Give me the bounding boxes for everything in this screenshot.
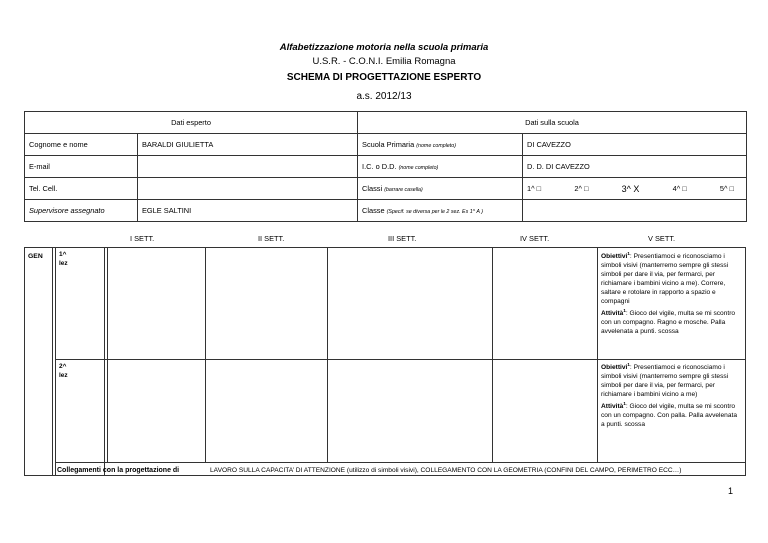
institute-label: I.C. o D.D. (nome completo)	[358, 156, 523, 178]
week-5-header: V SETT.	[648, 234, 676, 243]
classes-label: Classi (barrare casella)	[358, 178, 523, 200]
institute-value: D. D. DI CAVEZZO	[523, 156, 747, 178]
phone-label: Tel. Cell.	[25, 178, 138, 200]
phone-value	[138, 178, 358, 200]
links-label: Collegamenti con la progettazione di	[57, 467, 180, 474]
name-label: Cognome e nome	[25, 134, 138, 156]
school-label: Scuola Primaria (nome completo)	[358, 134, 523, 156]
supervisor-value: EGLE SALTINI	[138, 200, 358, 222]
class-label: Classe (Specif. se diversa per le 2 sez. Es 1^ A )	[358, 200, 523, 222]
lesson-2-content: Obiettivi$^1$: Presentiamoci e riconosciamo i simboli visivi (manterremo sempre gli stessi simboli per dare il via, per fermarci, per richiamare i bambini vicino a me) Attività$^1$: Gioco del vigile, multa se mi scontro con un compagno. Con palla. Palla avvelenata a punti. scossa	[601, 362, 737, 428]
lesson-1-content: Obiettivi$^1$: Presentiamoci e riconosciamo i simboli visivi (manterremo sempre gli stessi simboli per dare il via, per fermarci, per richiamare i bambini vicino a me). Correre, saltare e rotolare in rapporto a spazio e compagni Attività$^1$: Gioco del vigile, multa se mi scontro con un compagno. Ragno e mosche. Palla avvelenata a punti. scossa	[601, 251, 736, 335]
week-1-header: I SETT.	[130, 234, 155, 243]
page-number: 1	[728, 486, 734, 496]
lesson-2-label: 2^ lez	[59, 363, 68, 379]
school-data-header: Dati sulla scuola	[358, 112, 747, 134]
week-4-header: IV SETT.	[520, 234, 550, 243]
doc-title-line2: U.S.R. - C.O.N.I. Emilia Romagna	[312, 56, 456, 67]
class-3-checkbox: 3^ X	[621, 183, 640, 194]
week-2-header: II SETT.	[258, 234, 285, 243]
expert-data-header: Dati esperto	[25, 112, 358, 134]
links-text: LAVORO SULLA CAPACITA’ DI ATTENZIONE (utilizzo di simboli visivi), COLLEGAMENTO CON LA GEOMETRIA (CONFINI DEL CAMPO, PERIMETRO ECC…)	[210, 467, 682, 474]
class-5-checkbox: 5^ □	[719, 183, 734, 193]
lesson-plan-grid	[24, 247, 746, 476]
email-label: E-mail	[25, 156, 138, 178]
info-table	[24, 111, 747, 222]
school-value: DI CAVEZZO	[523, 134, 747, 156]
supervisor-label: Supervisore assegnato	[25, 200, 138, 222]
class-1-checkbox: 1^ □	[527, 183, 542, 193]
table-row	[25, 134, 747, 156]
table-row	[25, 156, 747, 178]
table-row	[25, 200, 747, 222]
month-label: GEN	[28, 253, 43, 260]
class-value	[523, 200, 747, 222]
classes-checkboxes	[523, 178, 747, 200]
doc-title-line1: Alfabetizzazione motoria nella scuola primaria	[279, 42, 489, 53]
table-row	[25, 178, 747, 200]
week-3-header: III SETT.	[388, 234, 417, 243]
class-2-checkbox: 2^ □	[574, 183, 589, 193]
school-year: a.s. 2012/13	[356, 91, 412, 102]
doc-title-main: SCHEMA DI PROGETTAZIONE ESPERTO	[286, 72, 482, 83]
name-value: BARALDI GIULIETTA	[138, 134, 358, 156]
lesson-1-label: 1^ lez	[59, 251, 68, 267]
class-4-checkbox: 4^ □	[672, 183, 687, 193]
email-value	[138, 156, 358, 178]
